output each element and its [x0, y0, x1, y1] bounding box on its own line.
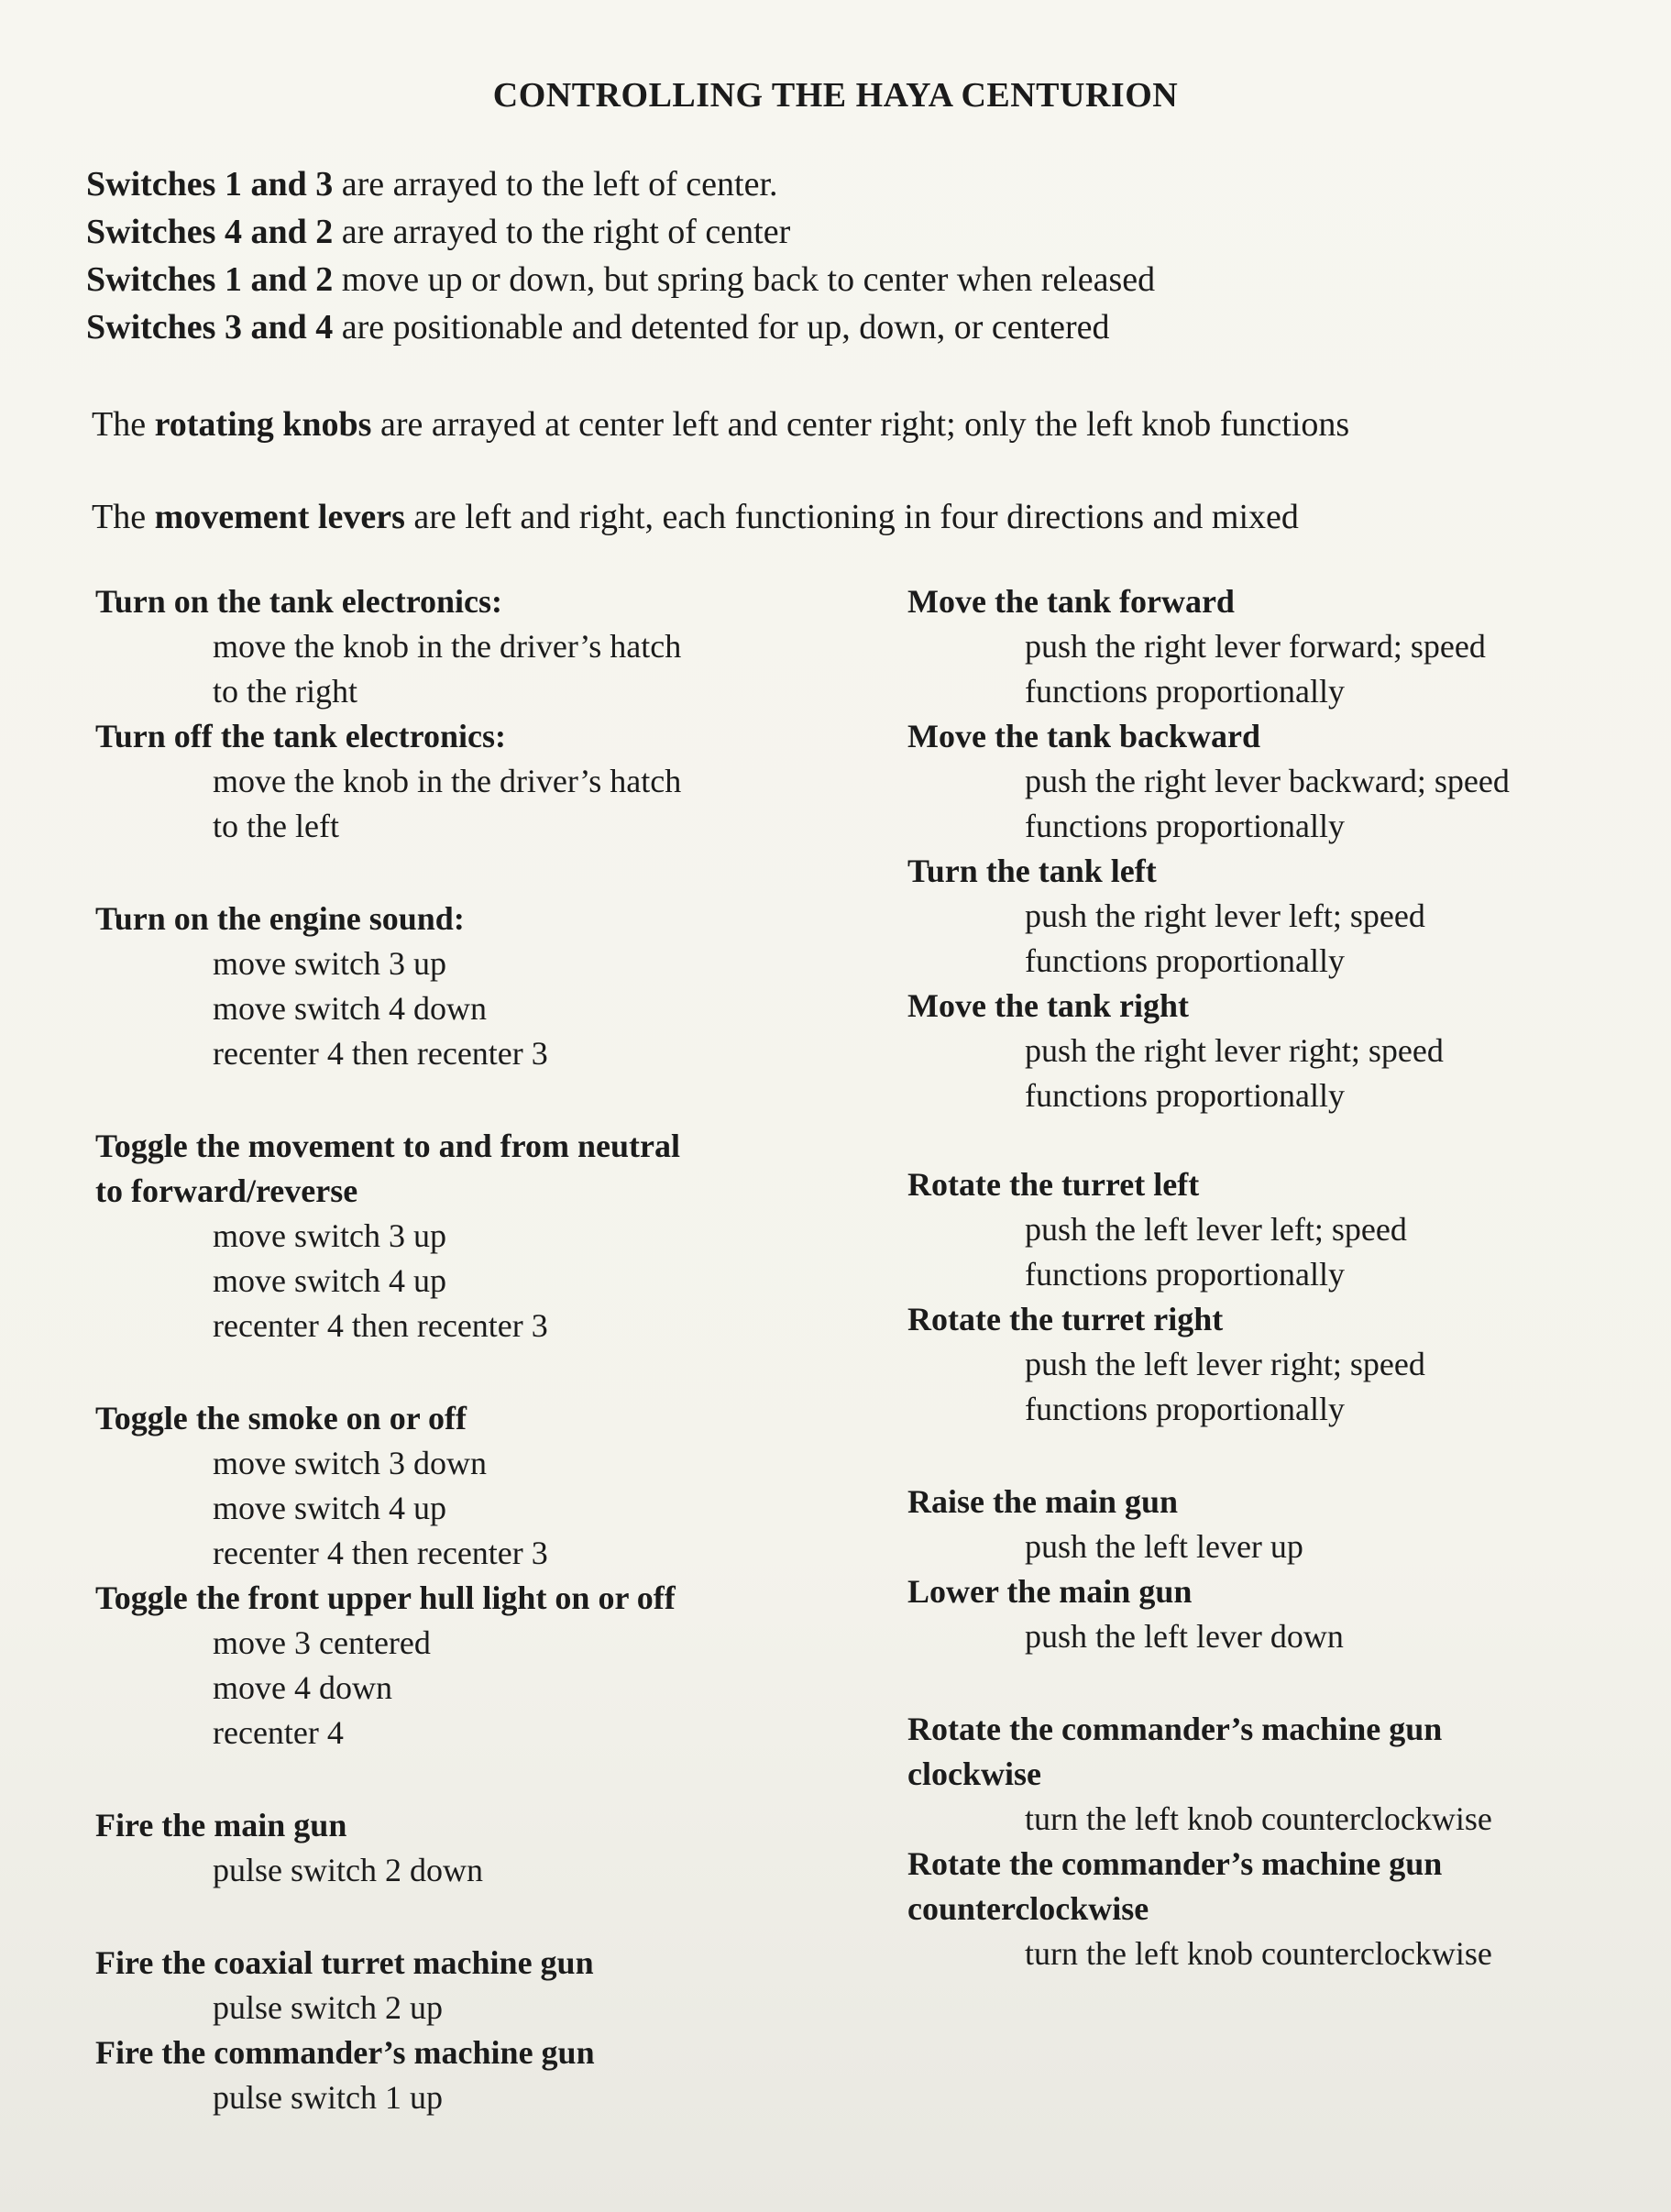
instruction-heading: Turn on the engine sound:	[95, 900, 465, 937]
instruction-heading: Toggle the front upper hull light on or off	[95, 1579, 676, 1616]
intro-bold: Switches 4 and 2	[86, 213, 334, 251]
instruction-step: move switch 4 up	[213, 1490, 446, 1526]
instruction-step: move 4 down	[213, 1669, 392, 1706]
instruction-step: pulse switch 2 up	[213, 1989, 443, 2026]
intro-text: are positionable and detented for up, down, or centered	[333, 308, 1110, 347]
instruction-heading: Turn off the tank electronics:	[95, 718, 506, 754]
knobs-pre: The	[92, 405, 155, 444]
instruction-step: push the right lever forward; speed	[1025, 628, 1486, 665]
instruction-heading: Fire the commander’s machine gun	[95, 2034, 595, 2071]
intro-line	[86, 160, 1599, 208]
instruction-step: move switch 4 down	[213, 990, 487, 1027]
instruction-heading: Turn the tank left	[907, 853, 1157, 889]
instruction-heading-cont: counterclockwise	[907, 1890, 1149, 1927]
intro-line	[86, 303, 1599, 351]
instruction-heading: Toggle the smoke on or off	[95, 1400, 467, 1436]
knobs-bold: rotating knobs	[154, 405, 372, 444]
instruction-step: turn the left knob counterclockwise	[1025, 1935, 1492, 1972]
instruction-step: recenter 4 then recenter 3	[213, 1307, 548, 1344]
switch-description	[86, 160, 1599, 351]
instruction-heading: Rotate the turret right	[907, 1301, 1224, 1337]
instruction-step: functions proportionally	[1025, 1077, 1345, 1114]
instruction-step: functions proportionally	[1025, 942, 1345, 979]
instruction-heading: Rotate the turret left	[907, 1166, 1200, 1203]
instruction-heading-cont: to forward/reverse	[95, 1172, 358, 1209]
instruction-heading: Raise the main gun	[907, 1483, 1179, 1520]
instruction-heading: Move the tank backward	[907, 718, 1260, 754]
levers-bold: movement levers	[154, 498, 405, 536]
instruction-step: push the right lever left; speed	[1025, 897, 1425, 934]
instruction-step: functions proportionally	[1025, 673, 1345, 710]
instruction-step: recenter 4 then recenter 3	[213, 1035, 548, 1072]
instruction-step: move the knob in the driver’s hatch	[213, 628, 682, 665]
intro-text: move up or down, but spring back to center when released	[333, 260, 1156, 299]
instruction-heading: Turn on the tank electronics:	[95, 583, 503, 620]
instruction-step: to the right	[213, 673, 357, 710]
instruction-heading: Move the tank forward	[907, 583, 1235, 620]
instruction-step: functions proportionally	[1025, 808, 1345, 844]
instruction-step: push the left lever left; speed	[1025, 1211, 1407, 1248]
instruction-step: recenter 4 then recenter 3	[213, 1535, 548, 1571]
left-instructions-column	[95, 579, 884, 2120]
instruction-step: move 3 centered	[213, 1624, 431, 1661]
right-instructions-column	[907, 579, 1641, 1976]
instruction-step: push the right lever right; speed	[1025, 1032, 1444, 1069]
levers-post: are left and right, each functioning in four directions and mixed	[404, 498, 1299, 536]
instruction-step: functions proportionally	[1025, 1256, 1345, 1293]
intro-line	[86, 208, 1599, 256]
instruction-heading: Move the tank right	[907, 987, 1189, 1024]
intro-text: are arrayed to the right of center	[333, 213, 791, 251]
instruction-step: recenter 4	[213, 1714, 344, 1751]
instruction-step: pulse switch 1 up	[213, 2079, 443, 2116]
instruction-step: to the left	[213, 808, 339, 844]
knobs-paragraph	[92, 401, 1349, 448]
instruction-heading: Lower the main gun	[907, 1573, 1193, 1610]
instruction-heading: Toggle the movement to and from neutral	[95, 1128, 680, 1164]
instruction-step: push the right lever backward; speed	[1025, 763, 1510, 799]
intro-bold: Switches 1 and 3	[86, 165, 334, 204]
instruction-step: pulse switch 2 down	[213, 1852, 483, 1888]
knobs-post: are arrayed at center left and center right; only the left knob functions	[371, 405, 1350, 444]
instruction-step: move the knob in the driver’s hatch	[213, 763, 682, 799]
instruction-heading: Fire the main gun	[95, 1807, 347, 1843]
document-title: CONTROLLING THE HAYA CENTURION	[492, 76, 1179, 115]
instruction-step: functions proportionally	[1025, 1391, 1345, 1427]
instruction-heading: Rotate the commander’s machine gun	[907, 1845, 1443, 1882]
instruction-step: move switch 3 down	[213, 1445, 487, 1481]
intro-bold: Switches 1 and 2	[86, 260, 334, 299]
levers-pre: The	[92, 498, 155, 536]
instruction-heading: Rotate the commander’s machine gun	[907, 1711, 1443, 1747]
levers-paragraph	[92, 493, 1299, 541]
instruction-step: push the left lever right; speed	[1025, 1346, 1425, 1382]
instruction-step: push the left lever down	[1025, 1618, 1344, 1655]
instruction-step: move switch 3 up	[213, 945, 446, 982]
intro-line	[86, 256, 1599, 303]
instruction-step: push the left lever up	[1025, 1528, 1303, 1565]
instruction-step: move switch 4 up	[213, 1262, 446, 1299]
instruction-heading: Fire the coaxial turret machine gun	[95, 1944, 594, 1981]
instruction-heading-cont: clockwise	[907, 1755, 1041, 1792]
instruction-step: turn the left knob counterclockwise	[1025, 1800, 1492, 1837]
intro-text: are arrayed to the left of center.	[333, 165, 778, 204]
instruction-step: move switch 3 up	[213, 1217, 446, 1254]
intro-bold: Switches 3 and 4	[86, 308, 334, 347]
